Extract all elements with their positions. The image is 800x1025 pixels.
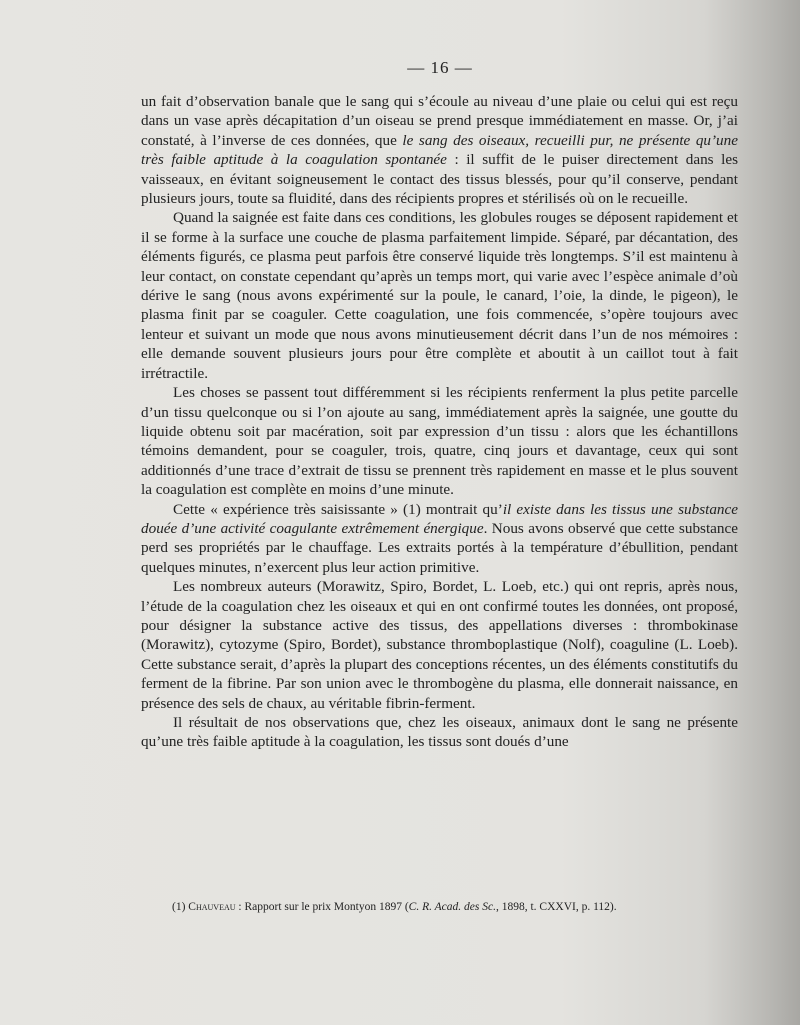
footnote-text-2: , 1898, t. CXXVI, p. 112).: [495, 901, 617, 913]
paragraph-1-text-2: : il suffit de le puiser directement dans les vaisseaux, en évitant soigneusement le contact des tissus blessés, pour qu’il conserve, pendant plusieurs jours, toute sa fluidité, dans des récipients propres et stérilisés où on le recueille.: [141, 151, 739, 208]
paragraph-2-text: Quand la saignée est faite dans ces conditions, les globules rouges se déposent rapidement et il se forme à la surface une couche de plasma parfaitement limpide. Séparé, par décantation, des éléments figurés, ce plasma peut parfois être conservé liquide très longtemps. S’il est maintenu à leur contact, on constate cependant qu’après un temps mort, qui varie avec l’espèce animale d’où dérive le sang (nous avons expérimenté sur la poule, le canard, l’oie, la dinde, le pigeon), le plasma finit par se coaguler. Cette coagulation, une fois commencée, s’opère toujours avec lenteur et suivant un mode que nous avons minutieusement décrit dans l’un de nos mémoires : elle demande souvent plusieurs jours pour être complète et aboutit à un caillot tout à fait irrétractile.: [141, 209, 738, 382]
paragraph-5: [141, 577, 738, 713]
paragraph-2: [141, 208, 738, 383]
body-text: [141, 92, 738, 752]
paragraph-6: [141, 713, 738, 752]
footnote-author: Chauveau: [188, 901, 236, 913]
paragraph-4: [141, 500, 738, 578]
footnote-journal: C. R. Acad. des Sc.: [408, 901, 496, 913]
page-number: — 16 —: [407, 58, 473, 77]
paragraph-4-text-2: . Nous avons observé que cette substance perd ses propriétés par le chauffage. Les extraits portés à la température d’ébullition, pendant quelques minutes, n’exercent plus leur action primitive.: [141, 519, 738, 576]
paragraph-5-text: Les nombreux auteurs (Morawitz, Spiro, Bordet, L. Loeb, etc.) qui ont repris, après nous, l’étude de la coagulation chez les oiseaux et qui en ont confirmé toutes les données, ont proposé, pour désigner la substance active des tissus, des appellations diverses : thrombokinase (Morawitz), cytozyme (Spiro, Bordet), substance thromboplastique (Nolf), coaguline (L. Loeb). Cette substance serait, d’après la plupart des conceptions récentes, un des éléments constitutifs du ferment de la fibrine. Par son union avec le thrombogène du plasma, elle donnerait naissance, en présence des sels de chaux, au véritable fibrin-ferment.: [141, 578, 738, 712]
paragraph-6-text: Il résultait de nos observations que, chez les oiseaux, animaux dont le sang ne présente qu’une très faible aptitude à la coagulation, les tissus sont doués d’une: [141, 714, 738, 751]
paragraph-3-text: Les choses se passent tout différemment si les récipients renferment la plus petite parcelle d’un tissu quelconque ou si l’on ajoute au sang, immédiatement après la saignée, une goutte du liquide obtenu soit par macération, soit par expression d’un tissu : alors que les échantillons témoins demandent, pour se coaguler, trois, quatre, cinq jours et davantage, ceux qui sont additionnés d’une trace d’extrait de tissu se prennent très rapidement en masse et le plus souvent la coagulation est complète en moins d’une minute.: [141, 384, 738, 499]
paragraph-1-text-1: un fait d’observation banale que le sang qui s’écoule au niveau d’une plaie ou celui qui est reçu dans un vase après décapitation d’un oiseau se prend presque immédiatement en masse. Or, j’ai constaté, à l’inverse de ces données, que: [141, 93, 738, 149]
footnote: [172, 900, 752, 915]
paragraph-1-italic: le sang des oiseaux, recueilli pur, ne présente qu’une très faible aptitude à la coagulation spontanée: [141, 131, 738, 169]
paragraph-4-italic: il existe dans les tissus une substance douée d’une activité coagulante extrêmement énergique: [141, 500, 738, 537]
paragraph-3: [141, 383, 738, 499]
paragraph-1: [141, 92, 738, 208]
footnote-text-1: : Rapport sur le prix Montyon 1897 (: [235, 901, 409, 913]
footnote-marker: (1): [172, 901, 189, 913]
paragraph-4-text-1: Cette « expérience très saisissante » (1) montrait qu’: [173, 500, 503, 518]
